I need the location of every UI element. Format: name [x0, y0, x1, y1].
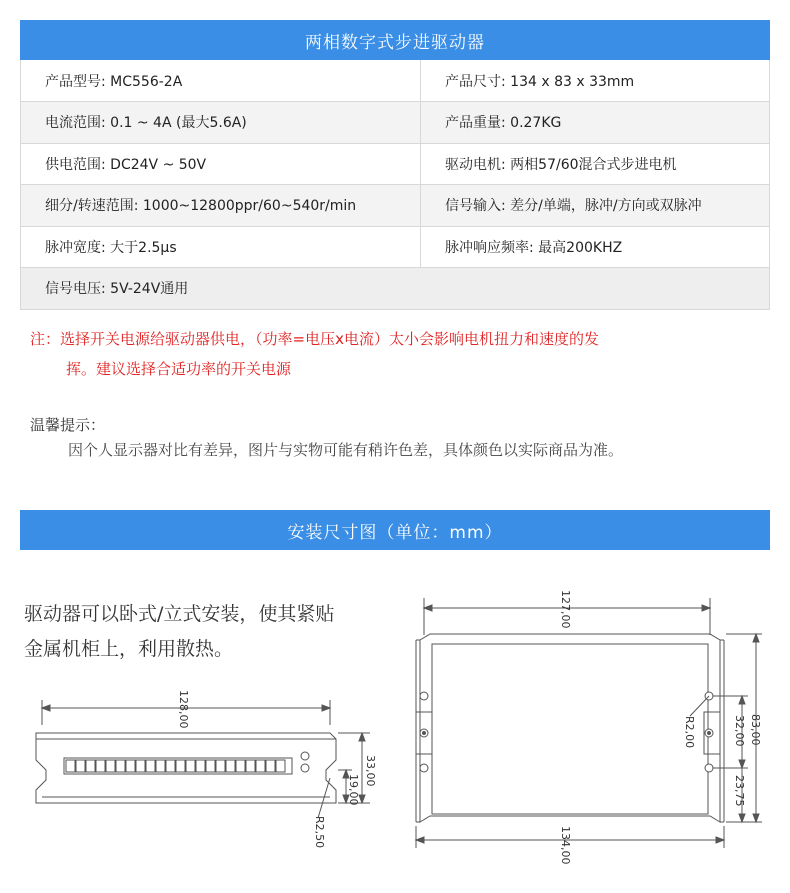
install-line-2: 金属机柜上，利用散热。: [24, 638, 234, 660]
top-height-label: 83,00: [749, 714, 762, 746]
dimensions-title: 安装尺寸图（单位：mm）: [287, 522, 503, 543]
bottom-width-label: 134,00: [559, 826, 572, 865]
spec-cell: 信号输入: 差分/单端，脉冲/方向或双脉冲: [421, 185, 770, 227]
tips-title: 温馨提示：: [30, 416, 106, 434]
spec-cell: 产品型号: MC556-2A: [21, 60, 421, 102]
spec-cell: 供电范围: DC24V ~ 50V: [21, 143, 421, 185]
mount-hole-left-bottom: [420, 764, 428, 772]
spec-cell: 电流范围: 0.1 ~ 4A (最大5.6A): [21, 102, 421, 144]
mount-hole-left-top: [420, 692, 428, 700]
lower-offset-label: 23,75: [733, 775, 746, 807]
mount-hole-center-dot: [423, 732, 426, 735]
tips-body: 因个人显示器对比有差异，图片与实物可能有稍许色差，具体颜色以实际商品为准。: [68, 441, 624, 459]
mount-hole-right-center-dot: [708, 732, 711, 735]
spec-cell: 脉冲响应频率: 最高200KHZ: [421, 226, 770, 268]
spec-cell: 细分/转速范围: 1000~12800ppr/60~540r/min: [21, 185, 421, 227]
spec-cell: 产品重量: 0.27KG: [421, 102, 770, 144]
mount-hole-right-bottom: [705, 764, 713, 772]
top-width-label: 127,00: [559, 590, 572, 629]
side-radius-label: R2,50: [313, 816, 326, 849]
spec-cell: 驱动电机: 两相57/60混合式步进电机: [421, 143, 770, 185]
side-inner-height-label: 19,00: [347, 774, 360, 806]
spec-cell: 产品尺寸: 134 x 83 x 33mm: [421, 60, 770, 102]
note-line-2: 挥。建议选择合适功率的开关电源: [66, 360, 292, 378]
side-width-label: 128,00: [177, 690, 190, 729]
spec-cell: 脉冲宽度: 大于2.5μs: [21, 226, 421, 268]
top-radius-label: R2,00: [683, 716, 696, 749]
spec-title: 两相数字式步进驱动器: [305, 32, 485, 53]
install-line-1: 驱动器可以卧式/立式安装，使其紧贴: [24, 603, 335, 625]
spec-cell-signal-voltage: 信号电压: 5V-24V通用: [21, 268, 770, 310]
hole-spacing-label: 32,00: [733, 715, 746, 747]
side-height-label: 33,00: [364, 755, 377, 787]
note-line-1: 注：选择开关电源给驱动器供电，（功率=电压x电流）太小会影响电机扭力和速度的发: [30, 330, 599, 348]
